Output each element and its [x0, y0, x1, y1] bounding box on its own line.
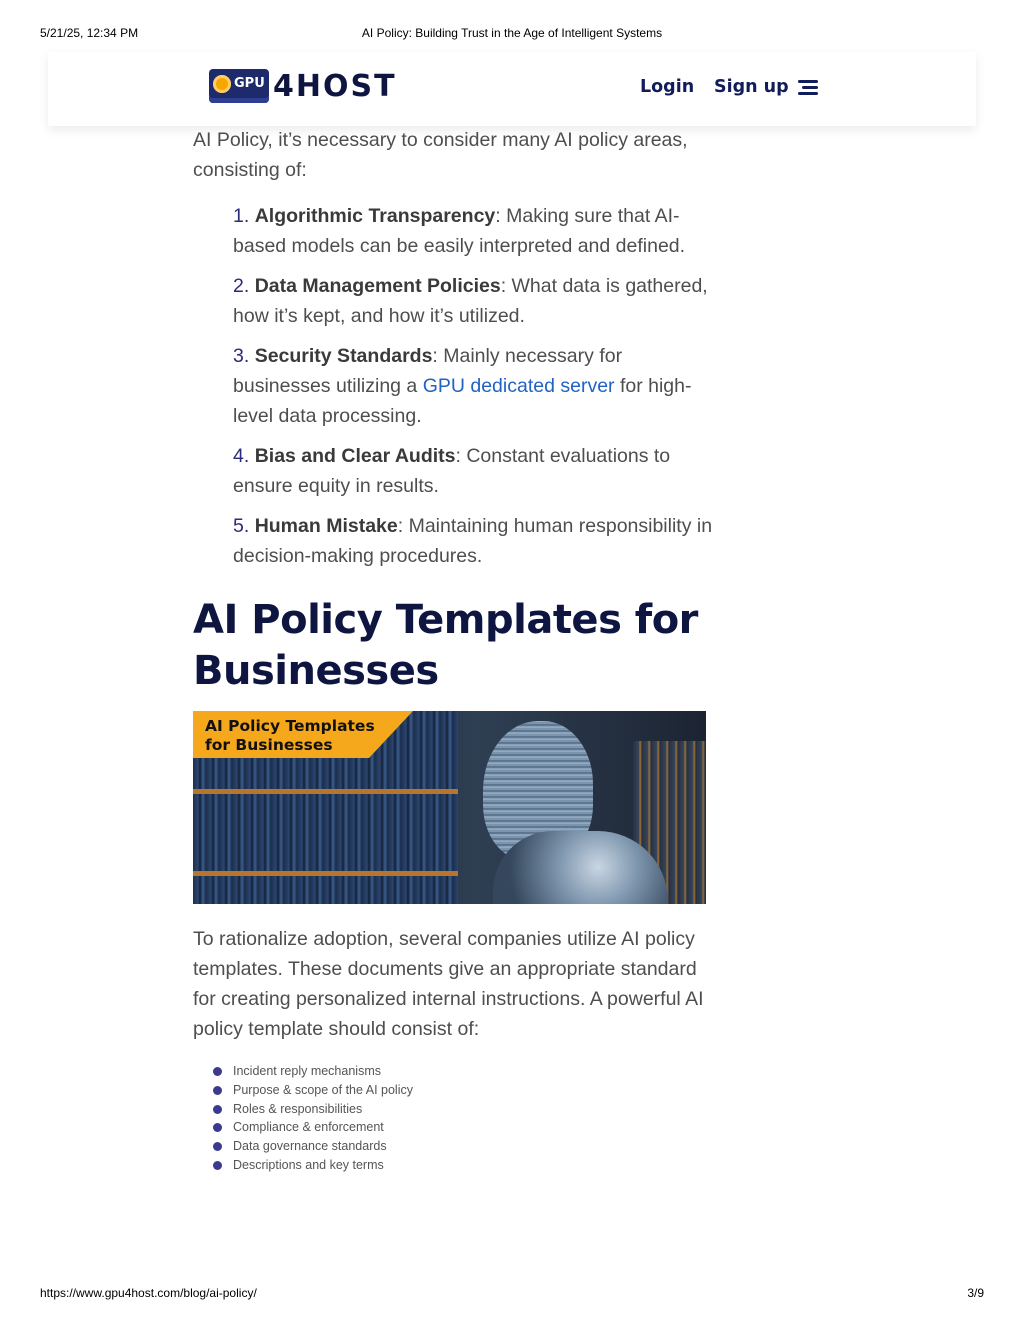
logo-brand-text: 4HOST: [273, 69, 397, 104]
list-item: Purpose & scope of the AI policy: [213, 1081, 713, 1100]
list-item: Data governance standards: [213, 1137, 713, 1156]
list-item: 4. Bias and Clear Audits: Constant evaluations to ensure equity in results.: [233, 445, 671, 497]
templates-paragraph: To rationalize adoption, several companies utilize AI policy templates. These documents give an appropriate standard for creating personalized internal instructions. A powerful AI policy template should consist of:: [193, 928, 704, 1040]
hero-banner-text: AI Policy Templates for Businesses: [205, 717, 375, 754]
bullet-icon: [213, 1086, 222, 1095]
shelf-divider: [193, 789, 458, 794]
hero-image: [193, 711, 706, 904]
signup-link[interactable]: Sign up: [714, 77, 789, 97]
list-item: Compliance & enforcement: [213, 1118, 713, 1137]
logo-badge-text: GPU: [234, 76, 265, 91]
print-page-title: AI Policy: Building Trust in the Age of Intelligent Systems: [361, 26, 663, 40]
list-item: 5. Human Mistake: Maintaining human responsibility in decision-making procedures.: [233, 515, 713, 567]
site-header: [48, 52, 976, 126]
bullet-icon: [213, 1142, 222, 1151]
list-item: 3. Security Standards: Mainly necessary for businesses utilizing a GPU dedicated server for high-level data processing.: [233, 345, 692, 427]
bullet-icon: [213, 1067, 222, 1076]
list-item: 1. Algorithmic Transparency: Making sure that AI-based models can be easily interpreted and defined.: [233, 205, 686, 257]
shelf-divider: [193, 871, 458, 876]
list-item: Roles & responsibilities: [213, 1100, 713, 1119]
print-page-indicator: 3/9: [967, 1286, 984, 1300]
template-items-list: [213, 1062, 713, 1175]
intro-text: AI Policy, it’s necessary to consider many AI policy areas, consisting of:: [193, 129, 688, 181]
login-link[interactable]: Login: [640, 77, 695, 97]
section-heading: AI Policy Templates for Businesses: [193, 597, 698, 694]
gpu4host-logo[interactable]: [209, 68, 399, 106]
gpu-dedicated-server-link[interactable]: GPU dedicated server: [422, 375, 615, 397]
policy-areas-list: [233, 201, 713, 571]
list-item: Incident reply mechanisms: [213, 1062, 713, 1081]
logo-badge: [209, 69, 269, 103]
bullet-icon: [213, 1161, 222, 1170]
print-footer: [40, 1286, 984, 1302]
print-header: [40, 26, 984, 42]
hamburger-menu-icon[interactable]: [798, 79, 818, 95]
article-content: [193, 108, 713, 1175]
print-url: https://www.gpu4host.com/blog/ai-policy/: [40, 1286, 257, 1300]
sun-icon: [213, 75, 231, 93]
bullet-icon: [213, 1123, 222, 1132]
print-datetime: 5/21/25, 12:34 PM: [40, 26, 139, 40]
list-item: 2. Data Management Policies: What data is gathered, how it’s kept, and how it’s utilized.: [233, 275, 708, 327]
bullet-icon: [213, 1105, 222, 1114]
list-item: Descriptions and key terms: [213, 1156, 713, 1175]
